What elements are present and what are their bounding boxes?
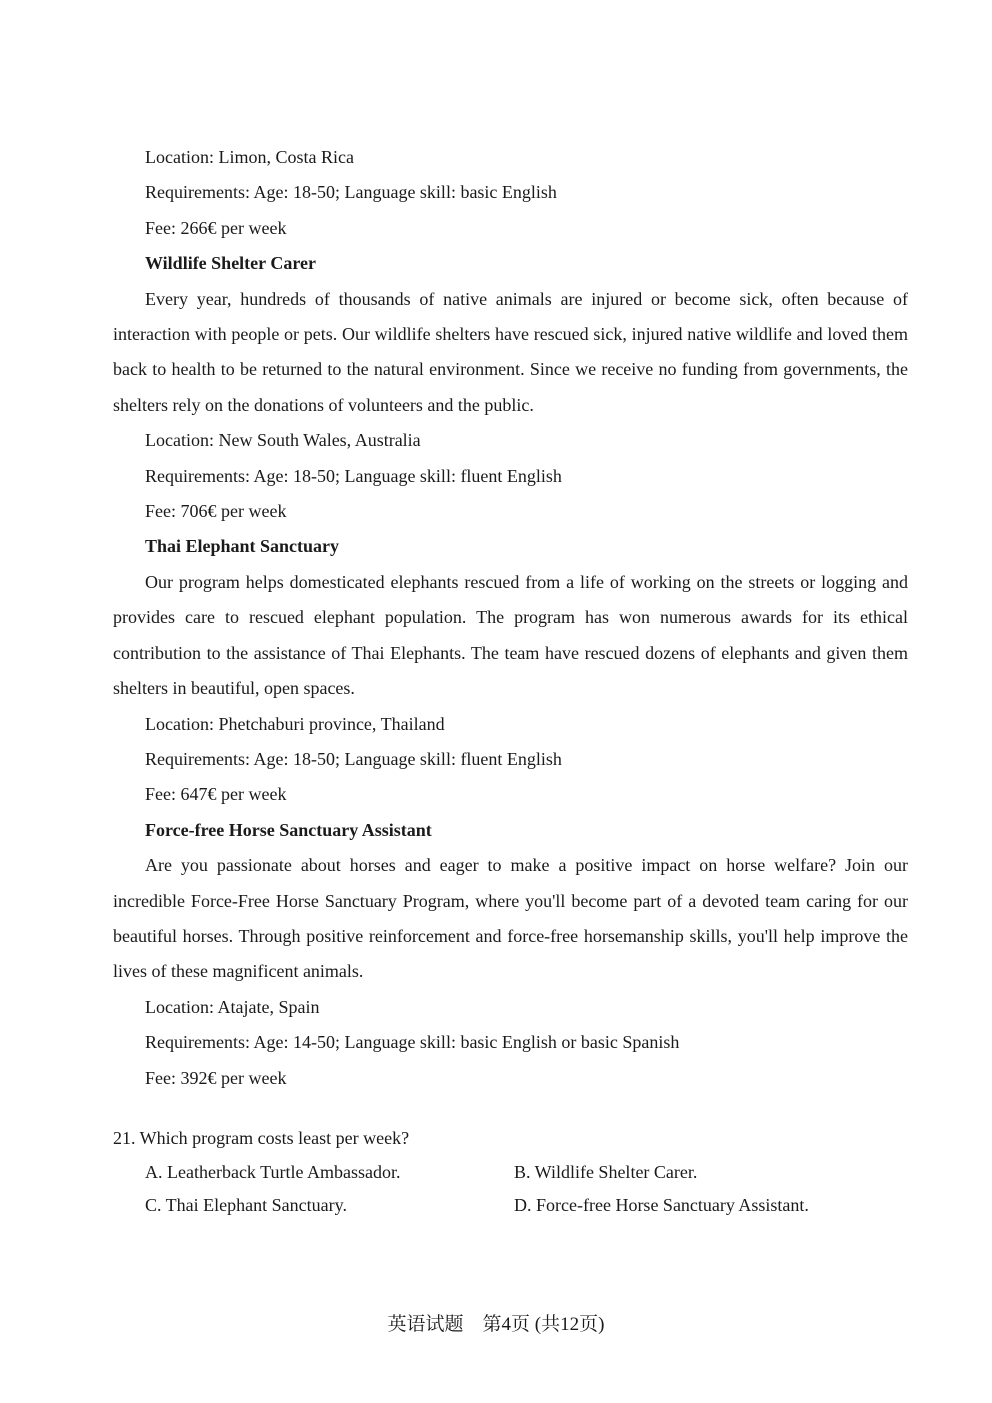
- program-fee: Fee: 706€ per week: [145, 501, 287, 522]
- program-fee: Fee: 392€ per week: [145, 1067, 287, 1088]
- option-b: B. Wildlife Shelter Carer.: [514, 1162, 698, 1183]
- answer-options: [113, 1156, 908, 1222]
- program-title: Force-free Horse Sanctuary Assistant: [145, 819, 432, 840]
- option-d: D. Force-free Horse Sanctuary Assistant.: [514, 1195, 809, 1216]
- question-stem: 21. Which program costs least per week?: [113, 1128, 410, 1148]
- program-title: Thai Elephant Sanctuary: [145, 536, 340, 557]
- program-location: Location: Phetchaburi province, Thailand: [145, 713, 445, 734]
- program-requirements: Requirements: Age: 18-50; Language skill: fluent English: [145, 748, 562, 769]
- program-location: Location: Atajate, Spain: [145, 996, 320, 1017]
- passage: [113, 140, 908, 1096]
- program-description: Every year, hundreds of thousands of native animals are injured or become sick, often because of interaction with people or pets. Our wildlife shelters have rescued sick, injured native wildlife and loved them back to health to be returned to the natural environment. Since we receive no funding from governments, the shelters rely on the donations of volunteers and the public.: [113, 288, 908, 415]
- program-requirements: Requirements: Age: 18-50; Language skill: basic English: [145, 182, 557, 203]
- option-c: C. Thai Elephant Sanctuary.: [145, 1195, 347, 1216]
- option-a: A. Leatherback Turtle Ambassador.: [145, 1162, 401, 1183]
- program-fee: Fee: 266€ per week: [145, 217, 287, 238]
- program-description: Our program helps domesticated elephants rescued from a life of working on the streets or logging and provides care to rescued elephant population. The program has won numerous awards for its ethical contribution to the assistance of Thai Elephants. The team have rescued dozens of elephants and given them shelters in beautiful, open spaces.: [113, 571, 908, 699]
- program-requirements: Requirements: Age: 14-50; Language skill: basic English or basic Spanish: [145, 1032, 680, 1053]
- program-title: Wildlife Shelter Carer: [145, 253, 316, 274]
- program-location: Location: New South Wales, Australia: [145, 430, 421, 451]
- program-description: Are you passionate about horses and eager to make a positive impact on horse welfare? Join our incredible Force-Free Horse Sanctuary Program, where you'll become part of a devoted team caring for our beautiful horses. Through positive reinforcement and force-free horsemanship skills, you'll help improve the lives of these magnificent animals.: [113, 855, 908, 982]
- program-location: Location: Limon, Costa Rica: [145, 147, 354, 167]
- page-footer: 英语试题 第4页 (共12页): [387, 1314, 605, 1335]
- question-21: [113, 1121, 908, 1222]
- program-requirements: Requirements: Age: 18-50; Language skill: fluent English: [145, 465, 562, 486]
- program-fee: Fee: 647€ per week: [145, 784, 287, 805]
